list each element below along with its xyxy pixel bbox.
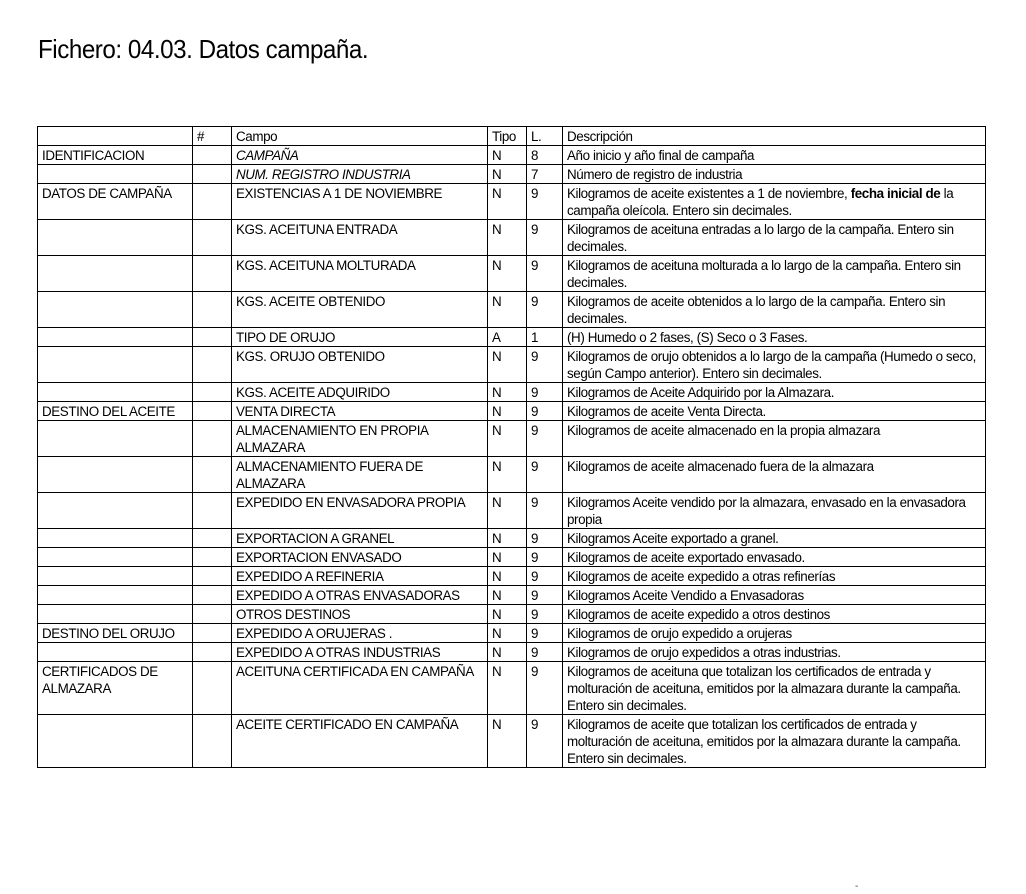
group-cell [38, 715, 193, 768]
descripcion-cell: Kilogramos de aceite que totalizan los certificados de entrada y molturación de aceituna, emitidos por la almazara durante la campaña. Entero sin decimales. [563, 715, 986, 768]
group-cell [38, 165, 193, 184]
hash-cell [193, 292, 232, 328]
tipo-cell: N [488, 662, 527, 715]
tipo-cell: N [488, 643, 527, 662]
hash-cell [193, 328, 232, 347]
scan-mark: - [855, 881, 859, 892]
tipo-cell: N [488, 402, 527, 421]
group-cell [38, 643, 193, 662]
length-cell: 9 [527, 662, 563, 715]
group-cell [38, 567, 193, 586]
length-cell: 9 [527, 715, 563, 768]
campo-cell: KGS. ACEITUNA ENTRADA [232, 220, 488, 256]
descripcion-cell: Kilogramos Aceite Vendido a Envasadoras [563, 586, 986, 605]
descripcion-cell: Kilogramos Aceite exportado a granel. [563, 529, 986, 548]
descripcion-cell: Kilogramos de aceite obtenidos a lo largo de la campaña. Entero sin decimales. [563, 292, 986, 328]
descripcion-cell [563, 184, 986, 220]
group-cell [38, 347, 193, 383]
table-row [38, 548, 986, 567]
length-cell: 9 [527, 402, 563, 421]
length-cell: 9 [527, 624, 563, 643]
tipo-cell: N [488, 567, 527, 586]
table-row [38, 402, 986, 421]
group-cell: DESTINO DEL ACEITE [38, 402, 193, 421]
campo-cell: ACEITE CERTIFICADO EN CAMPAÑA [232, 715, 488, 768]
hash-cell [193, 605, 232, 624]
campo-cell: KGS. ACEITUNA MOLTURADA [232, 256, 488, 292]
descripcion-text: la campaña oleícola. Entero sin decimales. [567, 186, 954, 218]
group-cell [38, 328, 193, 347]
hash-cell [193, 715, 232, 768]
length-cell: 9 [527, 605, 563, 624]
length-cell: 9 [527, 256, 563, 292]
tipo-cell: N [488, 220, 527, 256]
descripcion-cell: Kilogramos de aceituna entradas a lo largo de la campaña. Entero sin decimales. [563, 220, 986, 256]
header-hash: # [193, 127, 232, 146]
tipo-cell: N [488, 457, 527, 493]
hash-cell [193, 256, 232, 292]
campo-cell: EXPEDIDO EN ENVASADORA PROPIA [232, 493, 488, 529]
campo-cell: EXISTENCIAS A 1 DE NOVIEMBRE [232, 184, 488, 220]
hash-cell [193, 624, 232, 643]
table-row [38, 643, 986, 662]
tipo-cell: N [488, 493, 527, 529]
campo-cell: EXPEDIDO A OTRAS INDUSTRIAS [232, 643, 488, 662]
group-cell [38, 220, 193, 256]
header-campo: Campo [232, 127, 488, 146]
table-row [38, 220, 986, 256]
hash-cell [193, 662, 232, 715]
table-row [38, 493, 986, 529]
group-cell [38, 292, 193, 328]
descripcion-text: Kilogramos de aceite existentes a 1 de noviembre, [567, 186, 851, 201]
length-cell: 9 [527, 529, 563, 548]
group-cell [38, 548, 193, 567]
hash-cell [193, 383, 232, 402]
group-cell: IDENTIFICACION [38, 146, 193, 165]
group-cell: DATOS DE CAMPAÑA [38, 184, 193, 220]
table-row [38, 662, 986, 715]
campo-cell: ALMACENAMIENTO FUERA DE ALMAZARA [232, 457, 488, 493]
descripcion-cell: Kilogramos de aceite expedido a otras refinerías [563, 567, 986, 586]
group-cell [38, 529, 193, 548]
length-cell: 9 [527, 421, 563, 457]
hash-cell [193, 165, 232, 184]
length-cell: 9 [527, 184, 563, 220]
group-cell [38, 605, 193, 624]
tipo-cell: N [488, 548, 527, 567]
group-cell: DESTINO DEL ORUJO [38, 624, 193, 643]
header-length: L. [527, 127, 563, 146]
length-cell: 9 [527, 643, 563, 662]
descripcion-cell: Kilogramos de Aceite Adquirido por la Almazara. [563, 383, 986, 402]
tipo-cell: N [488, 383, 527, 402]
descripcion-cell: Kilogramos de orujo expedidos a otras industrias. [563, 643, 986, 662]
campo-cell: OTROS DESTINOS [232, 605, 488, 624]
hash-cell [193, 457, 232, 493]
descripcion-cell: Kilogramos de orujo expedido a orujeras [563, 624, 986, 643]
length-cell: 9 [527, 292, 563, 328]
tipo-cell: N [488, 529, 527, 548]
descripcion-cell: Kilogramos de aceite expedido a otros destinos [563, 605, 986, 624]
group-cell [38, 457, 193, 493]
table-row [38, 292, 986, 328]
descripcion-cell: Kilogramos de orujo obtenidos a lo largo de la campaña (Humedo o seco, según Campo anterior). Entero sin decimales. [563, 347, 986, 383]
descripcion-cell: Kilogramos de aceite almacenado en la propia almazara [563, 421, 986, 457]
length-cell: 9 [527, 220, 563, 256]
table-row [38, 256, 986, 292]
campo-cell: ACEITUNA CERTIFICADA EN CAMPAÑA [232, 662, 488, 715]
campo-cell: KGS. ACEITE ADQUIRIDO [232, 383, 488, 402]
table-row [38, 383, 986, 402]
descripcion-emphasis: fecha inicial de [850, 186, 941, 201]
hash-cell [193, 643, 232, 662]
tipo-cell: N [488, 184, 527, 220]
campo-cell: EXPORTACION ENVASADO [232, 548, 488, 567]
campo-cell: TIPO DE ORUJO [232, 328, 488, 347]
tipo-cell: N [488, 605, 527, 624]
hash-cell [193, 586, 232, 605]
hash-cell [193, 548, 232, 567]
table-row [38, 624, 986, 643]
length-cell: 9 [527, 567, 563, 586]
hash-cell [193, 146, 232, 165]
header-group [38, 127, 193, 146]
tipo-cell: N [488, 715, 527, 768]
table-row [38, 328, 986, 347]
page-title: Fichero: 04.03. Datos campaña. [38, 34, 369, 64]
tipo-cell: N [488, 347, 527, 383]
group-cell [38, 586, 193, 605]
tipo-cell: N [488, 165, 527, 184]
descripcion-cell: Kilogramos de aceite Venta Directa. [563, 402, 986, 421]
campo-cell: KGS. ACEITE OBTENIDO [232, 292, 488, 328]
campo-cell: CAMPAÑA [232, 146, 488, 165]
group-cell [38, 421, 193, 457]
descripcion-cell: Kilogramos Aceite vendido por la almazara, envasado en la envasadora propia [563, 493, 986, 529]
group-cell [38, 493, 193, 529]
table-row [38, 184, 986, 220]
tipo-cell: N [488, 421, 527, 457]
table-row [38, 165, 986, 184]
table-row [38, 605, 986, 624]
tipo-cell: N [488, 292, 527, 328]
hash-cell [193, 184, 232, 220]
group-cell [38, 256, 193, 292]
campo-cell: EXPEDIDO A OTRAS ENVASADORAS [232, 586, 488, 605]
hash-cell [193, 347, 232, 383]
table-row [38, 421, 986, 457]
campo-cell: EXPEDIDO A REFINERIA [232, 567, 488, 586]
table-row [38, 567, 986, 586]
length-cell: 8 [527, 146, 563, 165]
table-row [38, 146, 986, 165]
length-cell: 7 [527, 165, 563, 184]
field-spec-table [37, 126, 986, 768]
length-cell: 9 [527, 493, 563, 529]
group-cell [38, 383, 193, 402]
length-cell: 9 [527, 347, 563, 383]
campo-cell: VENTA DIRECTA [232, 402, 488, 421]
hash-cell [193, 529, 232, 548]
campo-cell: NUM. REGISTRO INDUSTRIA [232, 165, 488, 184]
length-cell: 9 [527, 457, 563, 493]
header-descripcion: Descripción [563, 127, 986, 146]
length-cell: 9 [527, 586, 563, 605]
hash-cell [193, 220, 232, 256]
table-row [38, 347, 986, 383]
descripcion-cell: (H) Humedo o 2 fases, (S) Seco o 3 Fases. [563, 328, 986, 347]
campo-cell: EXPEDIDO A ORUJERAS . [232, 624, 488, 643]
header-tipo: Tipo [488, 127, 527, 146]
campo-cell: KGS. ORUJO OBTENIDO [232, 347, 488, 383]
descripcion-cell: Kilogramos de aceituna molturada a lo largo de la campaña. Entero sin decimales. [563, 256, 986, 292]
descripcion-cell: Kilogramos de aceite exportado envasado. [563, 548, 986, 567]
hash-cell [193, 567, 232, 586]
campo-cell: EXPORTACION A GRANEL [232, 529, 488, 548]
table-row [38, 586, 986, 605]
length-cell: 1 [527, 328, 563, 347]
hash-cell [193, 402, 232, 421]
tipo-cell: N [488, 586, 527, 605]
table-header-row [38, 127, 986, 146]
tipo-cell: N [488, 146, 527, 165]
table-row [38, 457, 986, 493]
length-cell: 9 [527, 383, 563, 402]
hash-cell [193, 493, 232, 529]
length-cell: 9 [527, 548, 563, 567]
descripcion-cell: Año inicio y año final de campaña [563, 146, 986, 165]
table-row [38, 529, 986, 548]
table-row [38, 715, 986, 768]
tipo-cell: N [488, 256, 527, 292]
descripcion-cell: Kilogramos de aceite almacenado fuera de la almazara [563, 457, 986, 493]
hash-cell [193, 421, 232, 457]
campo-cell: ALMACENAMIENTO EN PROPIA ALMAZARA [232, 421, 488, 457]
descripcion-cell: Kilogramos de aceituna que totalizan los certificados de entrada y molturación de aceituna, emitidos por la almazara durante la campaña. Entero sin decimales. [563, 662, 986, 715]
descripcion-cell: Número de registro de industria [563, 165, 986, 184]
tipo-cell: A [488, 328, 527, 347]
group-cell: CERTIFICADOS DE ALMAZARA [38, 662, 193, 715]
tipo-cell: N [488, 624, 527, 643]
